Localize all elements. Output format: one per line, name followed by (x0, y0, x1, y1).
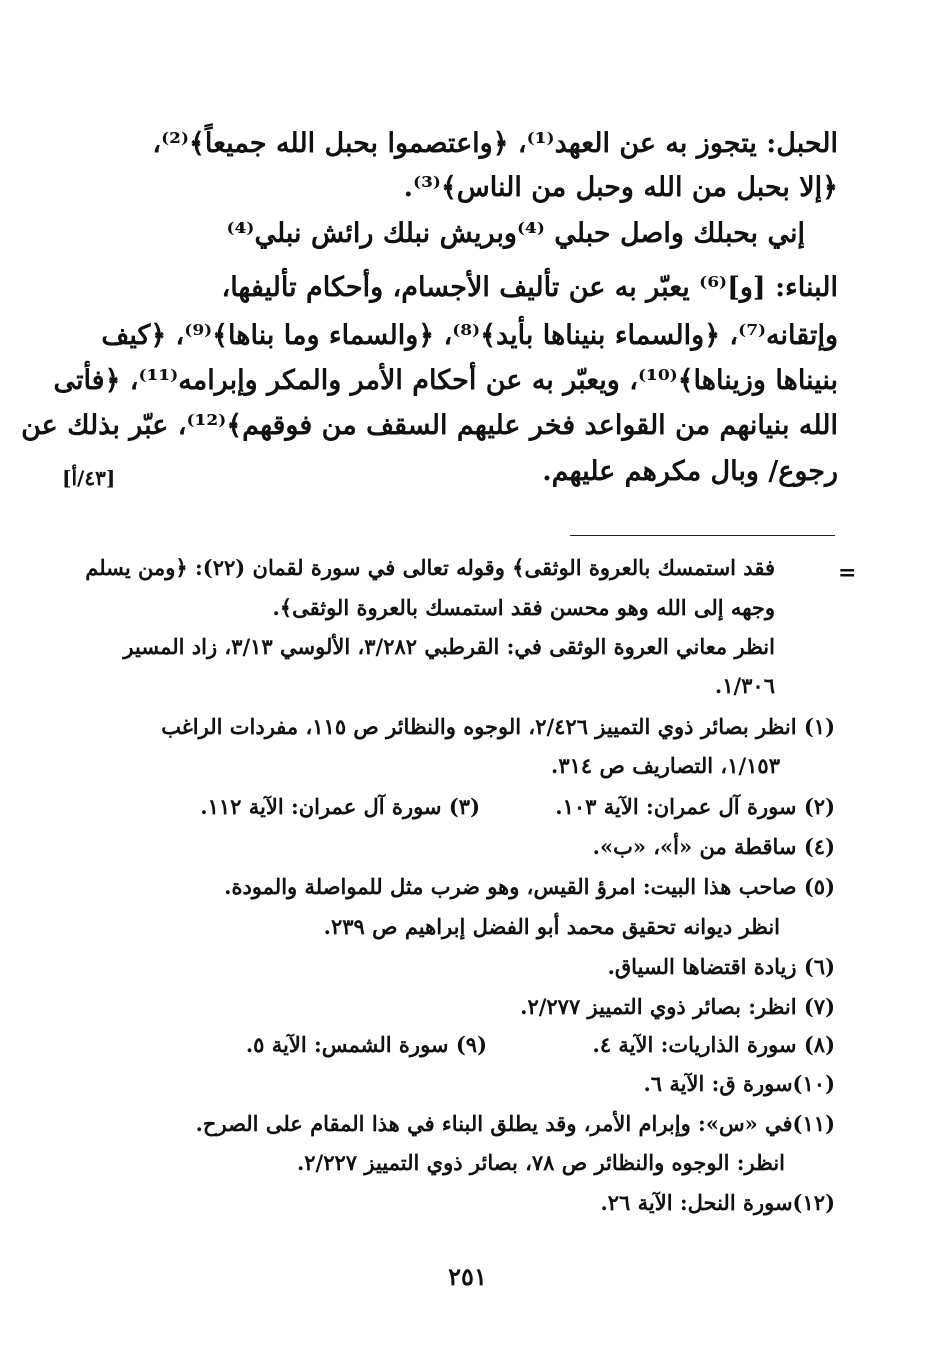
footnote-separator (570, 535, 835, 536)
footnote-3: (٣) سورة آل عمران: الآية ١١٢. (200, 794, 480, 819)
footnote-2: (٢) سورة آل عمران: الآية ١٠٣. (555, 794, 835, 819)
footnote-1: (١) انظر بصائر ذوي التمييز ٢/٤٢٦، الوجوه والنظائر ص ١١٥، مفردات الراغب (161, 714, 835, 739)
footnote-12: (١٢)سورة النحل: الآية ٢٦. (600, 1190, 835, 1215)
main-line-7: الله بنيانهم من القواعد فخر عليهم السقف من فوقهم﴾⁽¹²⁾، عبّر بذلك عن (21, 410, 838, 441)
continuation-mark: = (838, 560, 857, 586)
footnote-5: (٥) صاحب هذا البيت: امرؤ القيس، وهو ضرب مثل للمواصلة والمودة. (224, 874, 835, 899)
footnote-11: (١١)في «س»: وإبرام الأمر، وقد يطلق البناء في هذا المقام على الصرح. (195, 1111, 835, 1136)
footnote-6: (٦) زيادة اقتضاها السياق. (607, 954, 835, 979)
footnote-11-cont: انظر: الوجوه والنظائر ص ٧٨، بصائر ذوي التمييز ٢/٢٢٧. (296, 1150, 785, 1175)
footnote-5-cont: انظر ديوانه تحقيق محمد أبو الفضل إبراهيم ص ٢٣٩. (323, 914, 780, 939)
page-number: ٢٥١ (448, 1262, 487, 1291)
main-line-6: بنيناها وزيناها﴾⁽¹⁰⁾، ويعبّر به عن أحكام الأمر والمكر وإبرامه⁽¹¹⁾، ﴿فأتى (53, 365, 838, 396)
footnote-line-3: انظر معاني العروة الوثقى في: القرطبي ٣/٢٨٢، الألوسي ٣/١٣، زاد المسير (123, 634, 775, 659)
footnote-9: (٩) سورة الشمس: الآية ٥. (245, 1032, 487, 1057)
main-line-2: ﴿إلا بحبل من الله وحبل من الناس﴾⁽³⁾. (403, 172, 838, 203)
footnote-4: (٤) ساقطة من «أ»، «ب». (592, 834, 835, 859)
footnote-line-1: فقد استمسك بالعروة الوثقى﴾ وقوله تعالى في سورة لقمان (٢٢): ﴿ومن يسلم (85, 555, 775, 580)
footnote-line-4: ١/٣٠٦. (714, 673, 775, 698)
footnote-10: (١٠)سورة ق: الآية ٦. (643, 1071, 835, 1096)
main-line-5: وإتقانه⁽⁷⁾، ﴿والسماء بنيناها بأيد﴾⁽⁸⁾، ﴿والسماء وما بناها﴾⁽⁹⁾، ﴿كيف (101, 320, 838, 351)
manuscript-folio-note: [٤٣/أ] (62, 466, 116, 490)
footnote-7: (٧) انظر: بصائر ذوي التمييز ٢/٢٧٧. (520, 994, 835, 1019)
main-line-8: رجوع/ وبال مكرهم عليهم. (542, 456, 838, 487)
main-line-1: الحبل: يتجوز به عن العهد⁽¹⁾، ﴿واعتصموا بحبل الله جميعاً﴾⁽²⁾، (152, 128, 838, 159)
footnote-1-cont: ١/١٥٣، التصاريف ص ٣١٤. (551, 753, 780, 778)
main-line-4: البناء: [و]⁽⁶⁾ يعبّر به عن تأليف الأجسام، وأحكام تأليفها، (221, 272, 838, 303)
footnote-8: (٨) سورة الذاريات: الآية ٤. (592, 1032, 835, 1057)
poetry-verse: إني بحبلك واصل حبلي ⁽⁴⁾وبريش نبلك رائش نبلي⁽⁴⁾ (226, 218, 805, 249)
footnote-line-2: وجهه إلى الله وهو محسن فقد استمسك بالعروة الوثقى﴾. (272, 595, 775, 620)
